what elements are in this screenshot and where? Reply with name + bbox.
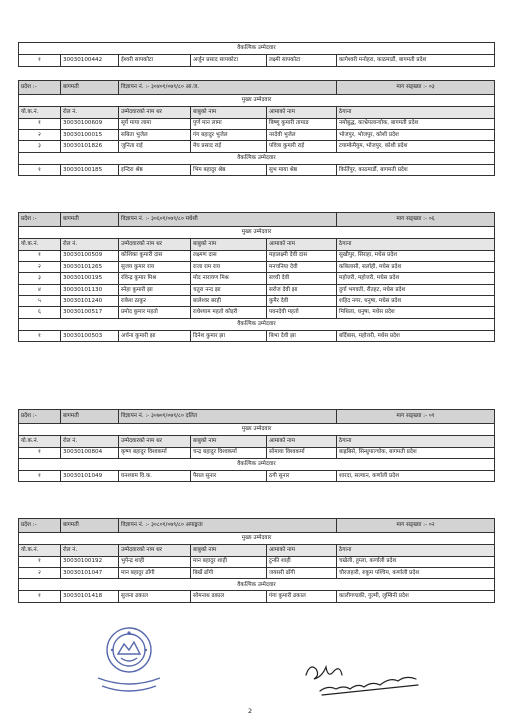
quota-count: माग सङ्ख्या :- ०६: [337, 213, 495, 227]
quota-count: माग सङ्ख्या :- ०१: [337, 410, 495, 424]
notice-block-2: [18, 212, 495, 342]
notice-number: विज्ञापन नं. :- ३०४०१/०७९/८० आ.ज.: [119, 81, 337, 95]
serial-cell: १: [19, 556, 61, 567]
column-header-row: [19, 107, 495, 118]
quota-count: माग सङ्ख्या :- ०३: [337, 81, 495, 95]
name-cell: जुनिता राई: [119, 141, 191, 152]
father-cell: मान बहादुर शाही: [191, 556, 267, 567]
col-name: उम्मेदवारको नाम थर: [119, 545, 191, 556]
serial-cell: १: [19, 55, 61, 66]
father-cell: मोद नारायण मिश्र: [191, 273, 267, 284]
table-row: [19, 296, 495, 307]
col-mother: आमाको नाम: [267, 436, 337, 447]
father-cell: सोमनाथ ढकाल: [191, 591, 267, 602]
serial-cell: २: [19, 567, 61, 578]
father-cell: चतुरा नन्द झा: [191, 284, 267, 295]
notice-block-1: [18, 80, 495, 176]
father-cell: दिनेश कुमार झा: [191, 330, 267, 341]
roll-cell: 30030101049: [61, 471, 119, 482]
mother-cell: ठगी सुनार: [267, 471, 337, 482]
father-cell: पुर्ण मान लामा: [191, 118, 267, 129]
address-cell: शारदा, सल्यान, कर्णाली प्रदेश: [337, 471, 495, 482]
alternate-label-row: [19, 458, 495, 470]
table-row: [19, 567, 495, 578]
serial-cell: ६: [19, 307, 61, 318]
roll-cell: 30030101418: [61, 591, 119, 602]
mother-cell: नरदेवी भुजेल: [267, 129, 337, 140]
main-candidates-label: मुख्य उम्मेदवार: [19, 226, 495, 238]
roll-cell: 30030101240: [61, 296, 119, 307]
name-cell: स्नेहा कुमारी झा: [119, 284, 191, 295]
father-cell: भिम बहादुर श्रेष्ठ: [191, 164, 267, 175]
notice-number: विज्ञापन नं. :- ३०७०१/०७९/८० दलित: [119, 410, 337, 424]
serial-cell: ४: [19, 284, 61, 295]
main-label-row: [19, 532, 495, 544]
father-cell: पैसल सुनार: [191, 471, 267, 482]
mother-cell: बिष्णु कुमारी तामाङ: [267, 118, 337, 129]
col-father: बाबुको नाम: [191, 239, 267, 250]
table-row: [19, 284, 495, 295]
name-cell: इन्दिरा श्रेष्ठ: [119, 164, 191, 175]
col-mother: आमाको नाम: [267, 545, 337, 556]
province-value: बागमती: [61, 410, 119, 424]
address-cell: मिथिला, धनुषा, मधेस प्रदेश: [337, 307, 495, 318]
province-value: बागमती: [61, 213, 119, 227]
table-row: [19, 556, 495, 567]
table-row: [19, 129, 495, 140]
block-header-row: [19, 410, 495, 424]
province-value: बागमती: [61, 519, 119, 533]
col-serial: यो.क.नं.: [19, 239, 61, 250]
address-cell: बाह्रबिसे, सिन्धुपाल्चोक, बागमती प्रदेश: [337, 447, 495, 458]
table-row: [19, 330, 495, 341]
col-roll: रोल नं.: [61, 107, 119, 118]
father-cell: बिर्खे ढाँगी: [191, 567, 267, 578]
roll-cell: 30030101047: [61, 567, 119, 578]
official-stamp: [88, 620, 170, 698]
roll-cell: 30030100609: [61, 118, 119, 129]
col-roll: रोल नं.: [61, 545, 119, 556]
col-roll: रोल नं.: [61, 436, 119, 447]
table-row: [19, 141, 495, 152]
table-row: [19, 250, 495, 261]
col-serial: यो.क.नं.: [19, 107, 61, 118]
serial-cell: ३: [19, 141, 61, 152]
col-serial: यो.क.नं.: [19, 545, 61, 556]
mother-cell: गंगा कुमारी ढकाल: [267, 591, 337, 602]
serial-cell: १: [19, 591, 61, 602]
column-header-row: [19, 545, 495, 556]
province-label: प्रदेश :-: [19, 213, 61, 227]
table-row: [19, 55, 495, 66]
alternate-label-row: [19, 318, 495, 330]
col-father: बाबुको नाम: [191, 545, 267, 556]
address-cell: नमोबुद्ध, काभ्रेपलान्चोक, बागमती प्रदेश: [337, 118, 495, 129]
address-cell: भोजपुर, भोजपुर, कोशी प्रदेश: [337, 129, 495, 140]
table-row: [19, 307, 495, 318]
mother-cell: लक्ष्मी सापकोटा: [267, 55, 337, 66]
roll-cell: 30030100517: [61, 307, 119, 318]
table-row: [19, 471, 495, 482]
block-header-row: [19, 81, 495, 95]
mother-cell: सोमाया विश्वकर्मा: [267, 447, 337, 458]
name-cell: कृष्ण बहादुर विश्वकर्मा: [119, 447, 191, 458]
main-label-row: [19, 94, 495, 106]
name-cell: घनश्याम वि.क.: [119, 471, 191, 482]
roll-cell: 30030100442: [61, 55, 119, 66]
col-address: ठेगाना: [337, 436, 495, 447]
serial-cell: ५: [19, 296, 61, 307]
col-name: उम्मेदवारको नाम थर: [119, 436, 191, 447]
block-header-row: [19, 213, 495, 227]
roll-cell: 30030100503: [61, 330, 119, 341]
name-cell: प्रमोद कुमार महतो: [119, 307, 191, 318]
address-cell: महोत्तरी, महोत्तरी, मधेस प्रदेश: [337, 273, 495, 284]
alternate-label-row: [19, 579, 495, 591]
address-cell: चौरजहारी, रुकुम पश्चिम, कर्णाली प्रदेश: [337, 567, 495, 578]
father-cell: राजा राम राय: [191, 261, 267, 272]
address-cell: सुखीपुर, सिराहा, मधेस प्रदेश: [337, 250, 495, 261]
col-mother: आमाको नाम: [267, 239, 337, 250]
notice-block-3: [18, 409, 495, 482]
main-candidates-label: मुख्य उम्मेदवार: [19, 423, 495, 435]
table-row: [19, 447, 495, 458]
name-cell: कोशिका कुमारी दास: [119, 250, 191, 261]
name-cell: सूर्य माया लामा: [119, 118, 191, 129]
address-cell: बर्दिबास, महोत्तरी, मधेस प्रदेश: [337, 330, 495, 341]
notice-number: विज्ञापन नं. :- ३०८०१/०७९/८० अपाङ्गता: [119, 519, 337, 533]
alternate-label-row: [19, 43, 495, 55]
main-label-row: [19, 423, 495, 435]
col-roll: रोल नं.: [61, 239, 119, 250]
address-cell: किर्तिपुर, काठमाडौं, बागमती प्रदेश: [337, 164, 495, 175]
serial-cell: १: [19, 330, 61, 341]
father-cell: गंग बहादुर भुजेल: [191, 129, 267, 140]
col-name: उम्मेदवारको नाम थर: [119, 107, 191, 118]
province-value: बागमती: [61, 81, 119, 95]
table-row: [19, 261, 495, 272]
col-address: ठेगाना: [337, 239, 495, 250]
name-cell: रविन्द्र कुमार मिश्र: [119, 273, 191, 284]
address-cell: कबिलासी, सर्लाही, मधेस प्रदेश: [337, 261, 495, 272]
mother-cell: जयसरी ढाँगी: [267, 567, 337, 578]
roll-cell: 30030100015: [61, 129, 119, 140]
serial-cell: १: [19, 447, 61, 458]
address-cell: दुर्गा भगवती, रौतहट, मधेस प्रदेश: [337, 284, 495, 295]
name-cell: अर्चना कुमारी झा: [119, 330, 191, 341]
alternate-label: वैकल्पिक उम्मेदवार: [19, 458, 495, 470]
mother-cell: कुमैर देवी: [267, 296, 337, 307]
notice-number: विज्ञापन नं. :- ३०६०१/०७९/८० मधेशी: [119, 213, 337, 227]
table-row: [19, 164, 495, 175]
mother-cell: महालक्ष्मी देवी दास: [267, 250, 337, 261]
quota-count: माग सङ्ख्या :- ०२: [337, 519, 495, 533]
roll-cell: 30030100804: [61, 447, 119, 458]
name-cell: राकेश ठाकुर: [119, 296, 191, 307]
col-serial: यो.क.नं.: [19, 436, 61, 447]
father-cell: बालेश्वर बरही: [191, 296, 267, 307]
father-cell: चन्द्र बहादुर विश्वकर्मा: [191, 447, 267, 458]
province-label: प्रदेश :-: [19, 81, 61, 95]
address-cell: शहिद नगर, धनुषा, मधेस प्रदेश: [337, 296, 495, 307]
table-row: [19, 591, 495, 602]
alternate-label: वैकल्पिक उम्मेदवार: [19, 43, 495, 55]
serial-cell: ३: [19, 273, 61, 284]
mother-cell: बिभा देवी झा: [267, 330, 337, 341]
alternate-label: वैकल्पिक उम्मेदवार: [19, 152, 495, 164]
serial-cell: १: [19, 164, 61, 175]
father-cell: अर्जुन प्रसाद सापकोटा: [191, 55, 267, 66]
father-cell: राधेश्याम महतो कोइरी: [191, 307, 267, 318]
roll-cell: 30030100195: [61, 273, 119, 284]
col-address: ठेगाना: [337, 545, 495, 556]
name-cell: भुपेन्द्र शाही: [119, 556, 191, 567]
name-cell: सुजय कुमार राय: [119, 261, 191, 272]
mother-cell: पवनदेवी महतो: [267, 307, 337, 318]
name-cell: मान बहादुर ढाँगी: [119, 567, 191, 578]
father-cell: मेघ प्रसाद राई: [191, 141, 267, 152]
top-continuation-table: [18, 42, 495, 67]
serial-cell: १: [19, 250, 61, 261]
alternate-label-row: [19, 152, 495, 164]
serial-cell: २: [19, 261, 61, 272]
mother-cell: टुन्की शाही: [267, 556, 337, 567]
table-row: [19, 273, 495, 284]
col-address: ठेगाना: [337, 107, 495, 118]
roll-cell: 30030101130: [61, 284, 119, 295]
roll-cell: 30030100509: [61, 250, 119, 261]
roll-cell: 30030101826: [61, 141, 119, 152]
col-mother: आमाको नाम: [267, 107, 337, 118]
alternate-label: वैकल्पिक उम्मेदवार: [19, 579, 495, 591]
col-father: बाबुको नाम: [191, 107, 267, 118]
serial-cell: १: [19, 471, 61, 482]
serial-cell: १: [19, 118, 61, 129]
column-header-row: [19, 239, 495, 250]
col-name: उम्मेदवारको नाम थर: [119, 239, 191, 250]
mother-cell: सरोज देवी झा: [267, 284, 337, 295]
name-cell: ईश्वरी सापकोटा: [119, 55, 191, 66]
name-cell: सुजना ढकाल: [119, 591, 191, 602]
address-cell: कागेश्वरी मनोहरा, काठमाडौं, बागमती प्रदेश: [337, 55, 495, 66]
main-candidates-label: मुख्य उम्मेदवार: [19, 532, 495, 544]
serial-cell: २: [19, 129, 61, 140]
province-label: प्रदेश :-: [19, 519, 61, 533]
address-cell: टयाम्केमैयुम, भोजपुर, कोशी प्रदेश: [337, 141, 495, 152]
name-cell: सबिता भुजेल: [119, 129, 191, 140]
mother-cell: सच्ची देवी: [267, 273, 337, 284]
signature: [300, 655, 425, 701]
father-cell: लक्ष्मण दास: [191, 250, 267, 261]
roll-cell: 30030100192: [61, 556, 119, 567]
table-row: [19, 118, 495, 129]
roll-cell: 30030101265: [61, 261, 119, 272]
mother-cell: सुभ माया श्रेष्ठ: [267, 164, 337, 175]
notice-block-4: [18, 518, 495, 603]
address-cell: चखेली, हुम्ला, कर्णाली प्रदेश: [337, 556, 495, 567]
address-cell: कालीगण्डकी, गुल्मी, लुम्बिनी प्रदेश: [337, 591, 495, 602]
col-father: बाबुको नाम: [191, 436, 267, 447]
alternate-label: वैकल्पिक उम्मेदवार: [19, 318, 495, 330]
roll-cell: 30030100185: [61, 164, 119, 175]
province-label: प्रदेश :-: [19, 410, 61, 424]
main-candidates-label: मुख्य उम्मेदवार: [19, 94, 495, 106]
main-label-row: [19, 226, 495, 238]
block-header-row: [19, 519, 495, 533]
mother-cell: पवित्रा कुमारी राई: [267, 141, 337, 152]
column-header-row: [19, 436, 495, 447]
mother-cell: मनचनिया देवी: [267, 261, 337, 272]
page-number: 2: [248, 707, 253, 715]
